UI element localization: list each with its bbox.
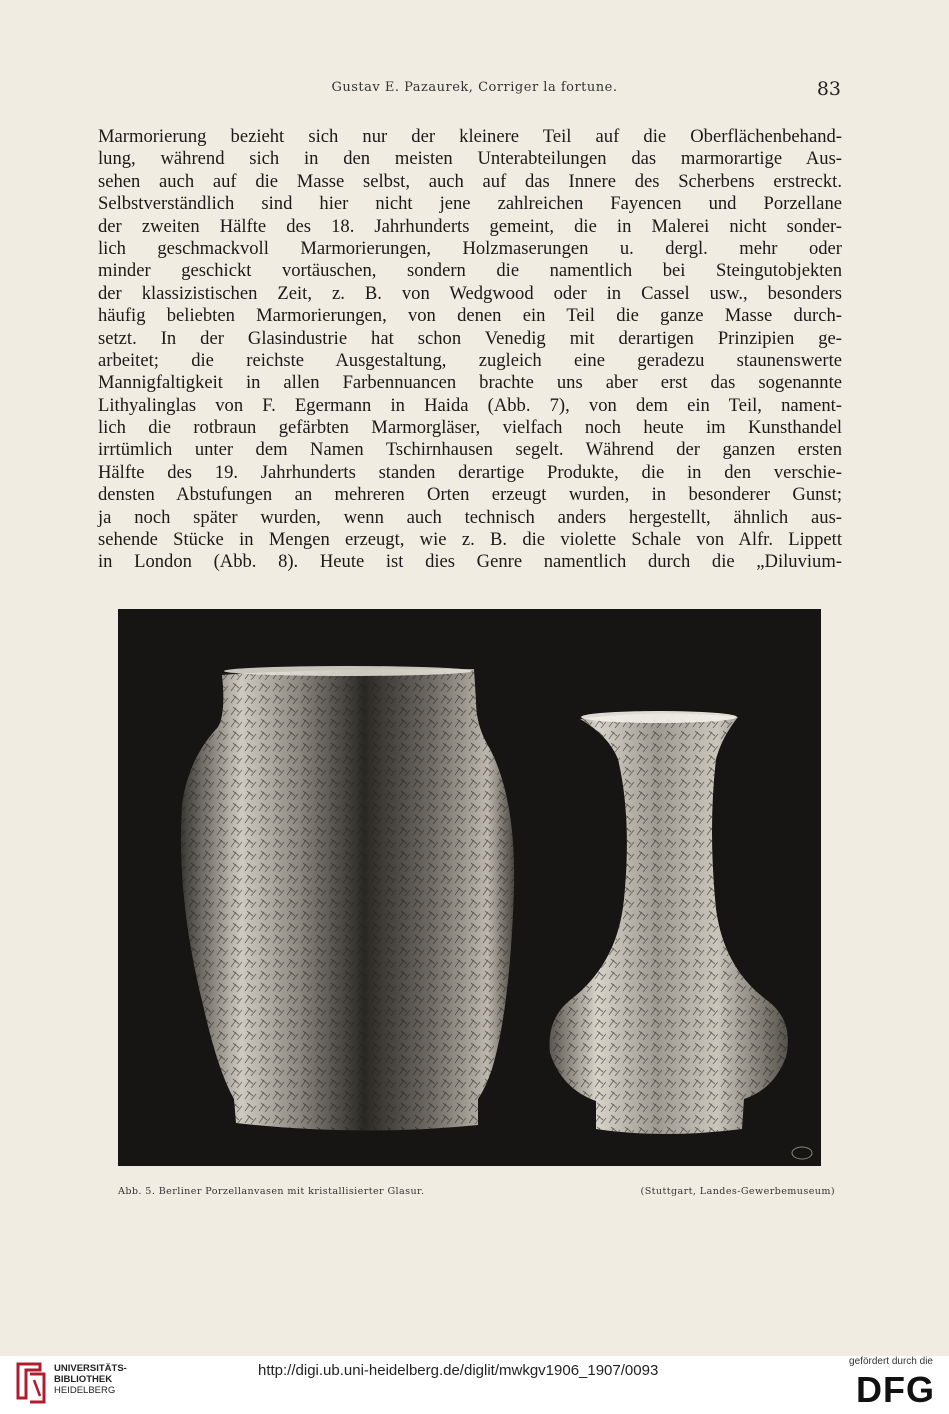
text-line: Hälfte des 19. Jahrhunderts standen derartige Produkte, die in den verschie- — [98, 461, 842, 483]
text-line: der klassizistischen Zeit, z. B. von Wedgwood oder in Cassel usw., besonders — [98, 282, 842, 304]
text-line: minder geschickt vortäuschen, sondern die namentlich bei Steingutobjekten — [98, 260, 842, 282]
library-name-line: BIBLIOTHEK — [54, 1374, 113, 1385]
page-number: 83 — [816, 78, 841, 100]
university-library-logo-icon[interactable] — [10, 1360, 50, 1404]
text-line: Selbstverständlich sind hier nicht jene zahlreichen Fayencen und Porzellane — [98, 193, 842, 215]
library-name-line: UNIVERSITÄTS- — [54, 1363, 127, 1374]
text-line: häufig beliebten Marmorierungen, von denen ein Teil die ganze Masse durch- — [98, 305, 842, 327]
text-line: ja noch später wurden, wenn auch technisch anders hergestellt, ähnlich aus- — [98, 506, 842, 528]
text-line: lich geschmackvoll Marmorierungen, Holzmaserungen u. dergl. mehr oder — [98, 237, 842, 259]
permalink-url[interactable]: http://digi.ub.uni-heidelberg.de/diglit/mwkgv1906_1907/0093 — [258, 1362, 659, 1379]
text-line: setzt. In der Glasindustrie hat schon Venedig mit derartigen Prinzipien ge- — [98, 327, 842, 349]
body-text — [98, 126, 842, 574]
text-line: lung, während sich in den meisten Unterabteilungen das marmorartige Aus- — [98, 148, 842, 170]
text-line: in London (Abb. 8). Heute ist dies Genre namentlich durch die „Diluvium- — [98, 551, 842, 573]
text-line: sehen auch auf die Masse selbst, auch auf das Innere des Scherbens erstreckt. — [98, 170, 842, 192]
text-line: arbeitet; die reichste Ausgestaltung, zugleich eine geradezu staunenswerte — [98, 349, 842, 371]
museum-stamp — [792, 1147, 812, 1159]
figure-caption: Abb. 5. Berliner Porzellanvasen mit kristallisierter Glasur. — [118, 1186, 425, 1197]
text-line: sehende Stücke in Mengen erzeugt, wie z. B. die violette Schale von Alfr. Lippett — [98, 529, 842, 551]
running-title: Gustav E. Pazaurek, Corriger la fortune. — [331, 80, 618, 95]
vase-illustration — [118, 609, 821, 1166]
library-name-line: HEIDELBERG — [54, 1385, 116, 1396]
text-line: Marmorierung bezieht sich nur der kleinere Teil auf die Oberflächenbehand- — [98, 126, 842, 147]
funding-note: gefördert durch die — [849, 1356, 933, 1367]
figure-credit: (Stuttgart, Landes-Gewerbemuseum) — [640, 1186, 835, 1197]
text-line: lich die rotbraun gefärbten Marmorgläser, vielfach noch heute im Kunsthandel — [98, 417, 842, 439]
library-name[interactable] — [54, 1363, 127, 1396]
dfg-logo[interactable]: DFG — [856, 1369, 935, 1410]
vase-photograph — [118, 609, 821, 1166]
text-line: Mannigfaltigkeit in allen Farbennuancen brachte uns aber erst das sogenannte — [98, 372, 842, 394]
text-line: irrtümlich unter dem Namen Tschirnhausen segelt. Während der ganzen ersten — [98, 439, 842, 461]
text-line: densten Abstufungen an mehreren Orten erzeugt wurden, in besonderer Gunst; — [98, 484, 842, 506]
text-line: Lithyalinglas von F. Egermann in Haida (Abb. 7), von dem ein Teil, nament- — [98, 394, 842, 416]
text-line: der zweiten Hälfte des 18. Jahrhunderts gemeint, die in Malerei nicht sonder- — [98, 215, 842, 237]
